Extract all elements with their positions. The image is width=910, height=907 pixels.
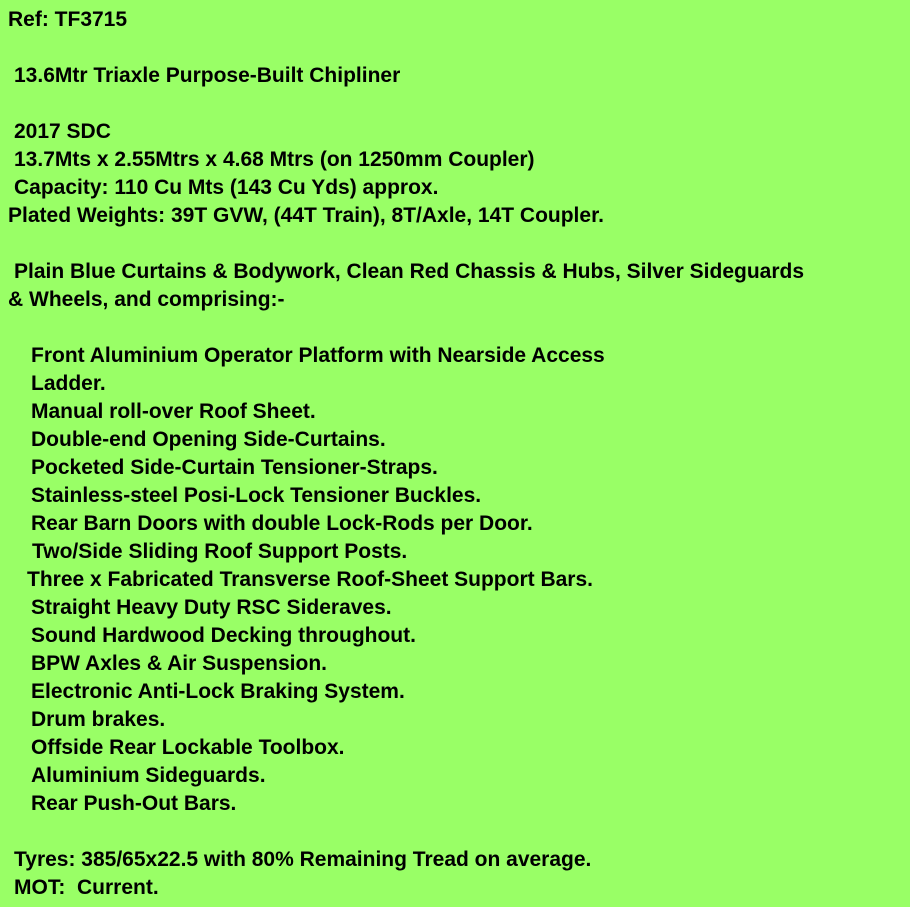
feature-item: BPW Axles & Air Suspension. (31, 652, 327, 675)
feature-item: Offside Rear Lockable Toolbox. (31, 736, 345, 759)
feature-item: Straight Heavy Duty RSC Sideraves. (31, 596, 392, 619)
feature-item: Electronic Anti-Lock Braking System. (31, 680, 405, 703)
capacity-line: Capacity: 110 Cu Mts (143 Cu Yds) approx. (14, 176, 439, 199)
feature-item: Drum brakes. (31, 708, 166, 731)
feature-item: Stainless-steel Posi-Lock Tensioner Buckles. (31, 484, 482, 507)
feature-item: Two/Side Sliding Roof Support Posts. (32, 540, 408, 563)
description-line-1: Plain Blue Curtains & Bodywork, Clean Red Chassis & Hubs, Silver Sideguards (14, 260, 805, 283)
feature-item: Rear Barn Doors with double Lock-Rods per Door. (31, 512, 533, 535)
plated-weights-line: Plated Weights: 39T GVW, (44T Train), 8T/Axle, 14T Coupler. (8, 204, 604, 227)
feature-item: Three x Fabricated Transverse Roof-Sheet Support Bars. (27, 568, 593, 591)
listing-title: 13.6Mtr Triaxle Purpose-Built Chipliner (14, 64, 401, 87)
description-line-2: & Wheels, and comprising:- (8, 288, 285, 311)
feature-item: Front Aluminium Operator Platform with Nearside Access (31, 344, 605, 367)
ref-line: Ref: TF3715 (8, 8, 128, 31)
tyres-line: Tyres: 385/65x22.5 with 80% Remaining Tread on average. (14, 848, 592, 871)
feature-item: Aluminium Sideguards. (31, 764, 266, 787)
feature-item: Sound Hardwood Decking throughout. (31, 624, 416, 647)
feature-item: Pocketed Side-Curtain Tensioner-Straps. (31, 456, 438, 479)
feature-item: Ladder. (31, 372, 106, 395)
mot-line: MOT: Current. (14, 876, 159, 899)
feature-item: Double-end Opening Side-Curtains. (31, 428, 386, 451)
dimensions-line: 13.7Mts x 2.55Mtrs x 4.68 Mtrs (on 1250mm Coupler) (14, 148, 535, 171)
feature-item: Manual roll-over Roof Sheet. (31, 400, 316, 423)
feature-item: Rear Push-Out Bars. (31, 792, 237, 815)
year-make-line: 2017 SDC (14, 120, 111, 143)
